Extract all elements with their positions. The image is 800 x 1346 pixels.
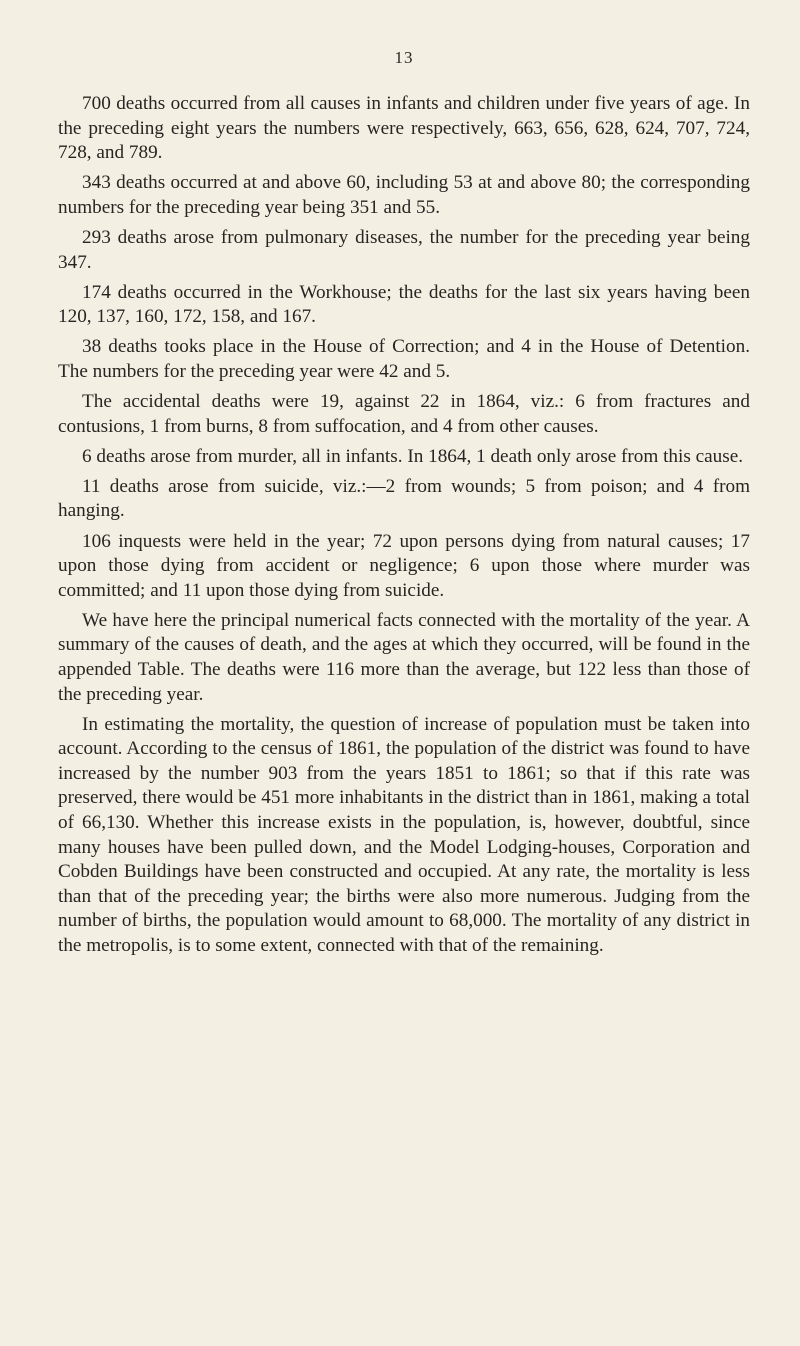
paragraph-workhouse-deaths: 174 deaths occurred in the Workhouse; the deaths for the last six years having been 120, 137, 160, 172, 158, and 167. bbox=[58, 281, 750, 328]
paragraph-elderly-deaths: 343 deaths occurred at and above 60, including 53 at and above 80; the corresponding numbers for the preceding year being 351 and 55. bbox=[58, 172, 750, 218]
paragraph-population: In estimating the mortality, the question of increase of population must be taken into account. According to the census of 1861, the population of the district was found to have increased by the number 903 from the years 1851 to 1861; so that if this rate was preserved, there would be 451 more inhabitants in the district than in 1861, making a total of 66,130. Whether this increase exists in the population, is, however, doubtful, since many houses have been pulled down, and the Model Lodging-houses, Corporation and Cobden Buildings have been constructed and occupied. At any rate, the mortality is less than that of the preceding year; the births were also more numerous. Judging from the number of births, the population would amount to 68,000. The mortality of any district in the metropolis, is to some extent, connected with that of the remaining. bbox=[58, 713, 750, 956]
paragraph-accidental-deaths: The accidental deaths were 19, against 22 in 1864, viz.: 6 from fractures and contusions, 1 from burns, 8 from suffocation, and 4 from other causes. bbox=[58, 391, 750, 437]
paragraph-murder-deaths: 6 deaths arose from murder, all in infants. In 1864, 1 death only arose from this cause. bbox=[82, 445, 744, 467]
page-number: 13 bbox=[394, 48, 414, 67]
paragraph-pulmonary-deaths: 293 deaths arose from pulmonary diseases, the number for the preceding year being 347. bbox=[58, 226, 750, 273]
paragraph-correction-deaths: 38 deaths tooks place in the House of Correction; and 4 in the House of Detention. The numbers for the preceding year were 42 and 5. bbox=[58, 336, 750, 382]
paragraph-summary: We have here the principal numerical facts connected with the mortality of the year. A summary of the causes of death, and the ages at which they occurred, will be found in the appended Table. The deaths were 116 more than the average, but 122 less than those of the preceding year. bbox=[58, 609, 750, 705]
paragraph-inquests: 106 inquests were held in the year; 72 upon persons dying from natural causes; 17 upon those dying from accident or negligence; 6 upon those where murder was committed; and 11 upon those dying from suicide. bbox=[58, 530, 750, 601]
paragraph-suicide-deaths: 11 deaths arose from suicide, viz.:—2 from wounds; 5 from poison; and 4 from hanging. bbox=[58, 475, 750, 522]
paragraph-infant-deaths: 700 deaths occurred from all causes in infants and children under five years of age. In the preceding eight years the numbers were respectively, 663, 656, 628, 624, 707, 724, 728, and 789. bbox=[58, 93, 750, 164]
